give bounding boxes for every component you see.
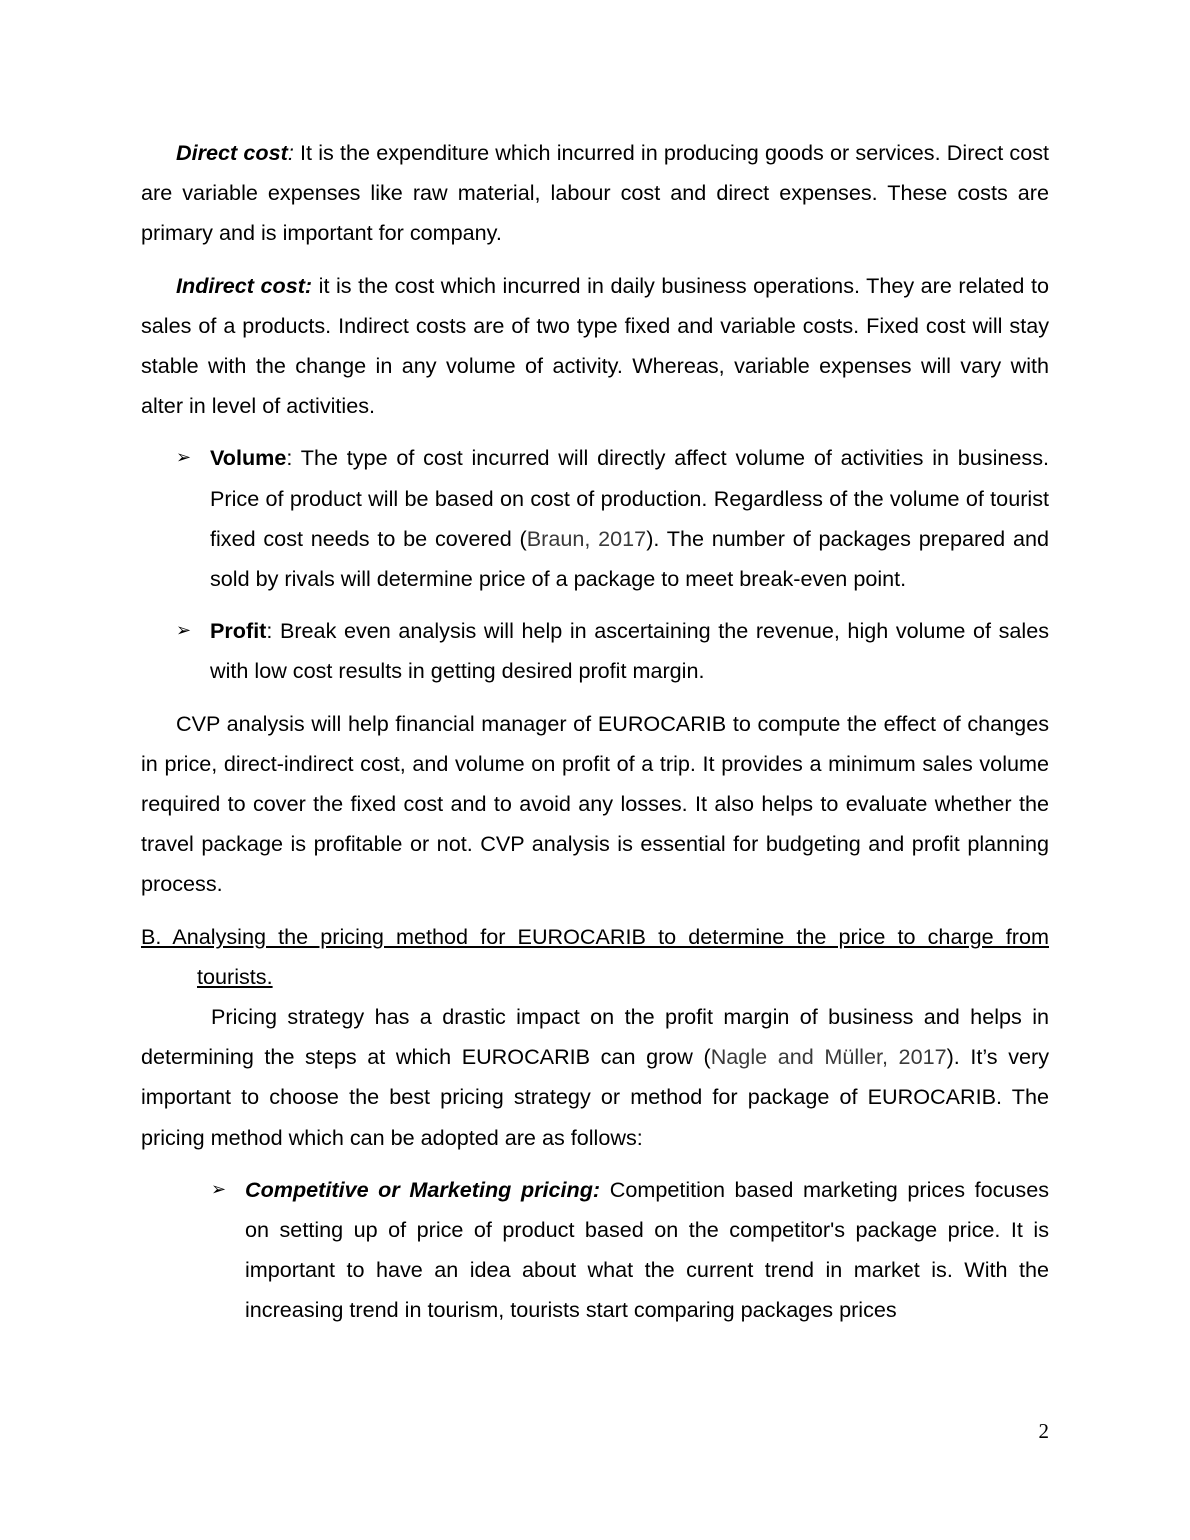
profit-text: : Break even analysis will help in ascertaining the revenue, high volume of sales with low cost results in getting desired profit margin.	[210, 618, 1049, 684]
list-item-volume	[141, 438, 1049, 599]
direct-cost-colon: :	[287, 140, 294, 165]
arrow-bullet-icon: ➢	[176, 620, 192, 642]
volume-text-after-citation: ). The number of packages prepared and sold by rivals will determine price of a package to meet break-even point.	[210, 525, 1049, 592]
pricing-text-before-citation: Pricing strategy has a drastic impact on the profit margin of business and helps in determining the steps at which EUROCARIB can grow (	[141, 1004, 1049, 1070]
indirect-cost-term: Indirect cost:	[176, 272, 313, 298]
volume-citation: Braun, 2017	[526, 525, 647, 551]
cost-effects-list	[141, 438, 1049, 691]
arrow-bullet-icon: ➢	[176, 447, 192, 469]
direct-cost-term: Direct cost	[176, 140, 288, 165]
competitive-pricing-text: Competition based marketing prices focuses on setting up of price of product based on the competitor's package price. It is important to have an idea about what the current trend in market is. With the increasing trend in tourism, tourists start comparing packages prices	[245, 1176, 1050, 1323]
list-item-competitive-pricing	[141, 1170, 1049, 1331]
document-body	[141, 133, 1049, 1343]
pricing-methods-list	[141, 1170, 1049, 1331]
page-number: 2	[1038, 1419, 1049, 1443]
list-item-profit	[141, 611, 1049, 691]
pricing-text-after-citation: ). It’s very important to choose the best pricing strategy or method for package of EUROCARIB. The pricing method which can be adopted are as follows:	[141, 1044, 1050, 1150]
direct-cost-paragraph	[141, 133, 1049, 254]
indirect-cost-paragraph	[141, 266, 1049, 427]
pricing-citation: Nagle and Müller, 2017	[710, 1044, 947, 1070]
profit-term: Profit	[210, 618, 267, 644]
direct-cost-body: It is the expenditure which incurred in producing goods or services. Direct cost are variable expenses like raw material, labour cost and direct expenses. These costs are primary and is important for company.	[141, 140, 1049, 246]
arrow-bullet-icon: ➢	[211, 1178, 227, 1200]
volume-term: Volume	[210, 445, 287, 471]
volume-text-before-citation: : The type of cost incurred will directly affect volume of activities in business. Price of product will be based on cost of production. Regardless of the volume of tourist fixed cost needs to be covered (	[210, 445, 1049, 551]
indirect-cost-body: it is the cost which incurred in daily business operations. They are related to sales of a products. Indirect costs are of two type fixed and variable costs. Fixed cost will stay stable with the change in any volume of activity. Whereas, variable expenses will vary with alter in level of activities.	[141, 272, 1049, 419]
cvp-analysis-paragraph: CVP analysis will help financial manager of EUROCARIB to compute the effect of changes in price, direct-indirect cost, and volume on profit of a trip. It provides a minimum sales volume required to cover the fixed cost and to avoid any losses. It also helps to evaluate whether the travel package is profitable or not. CVP analysis is essential for budgeting and profit planning process.	[141, 710, 1049, 897]
pricing-strategy-paragraph	[141, 997, 1049, 1158]
section-heading: B. Analysing the pricing method for EUROCARIB to determine the price to charge from tourists.	[141, 923, 1049, 989]
competitive-pricing-term: Competitive or Marketing pricing:	[245, 1176, 601, 1202]
